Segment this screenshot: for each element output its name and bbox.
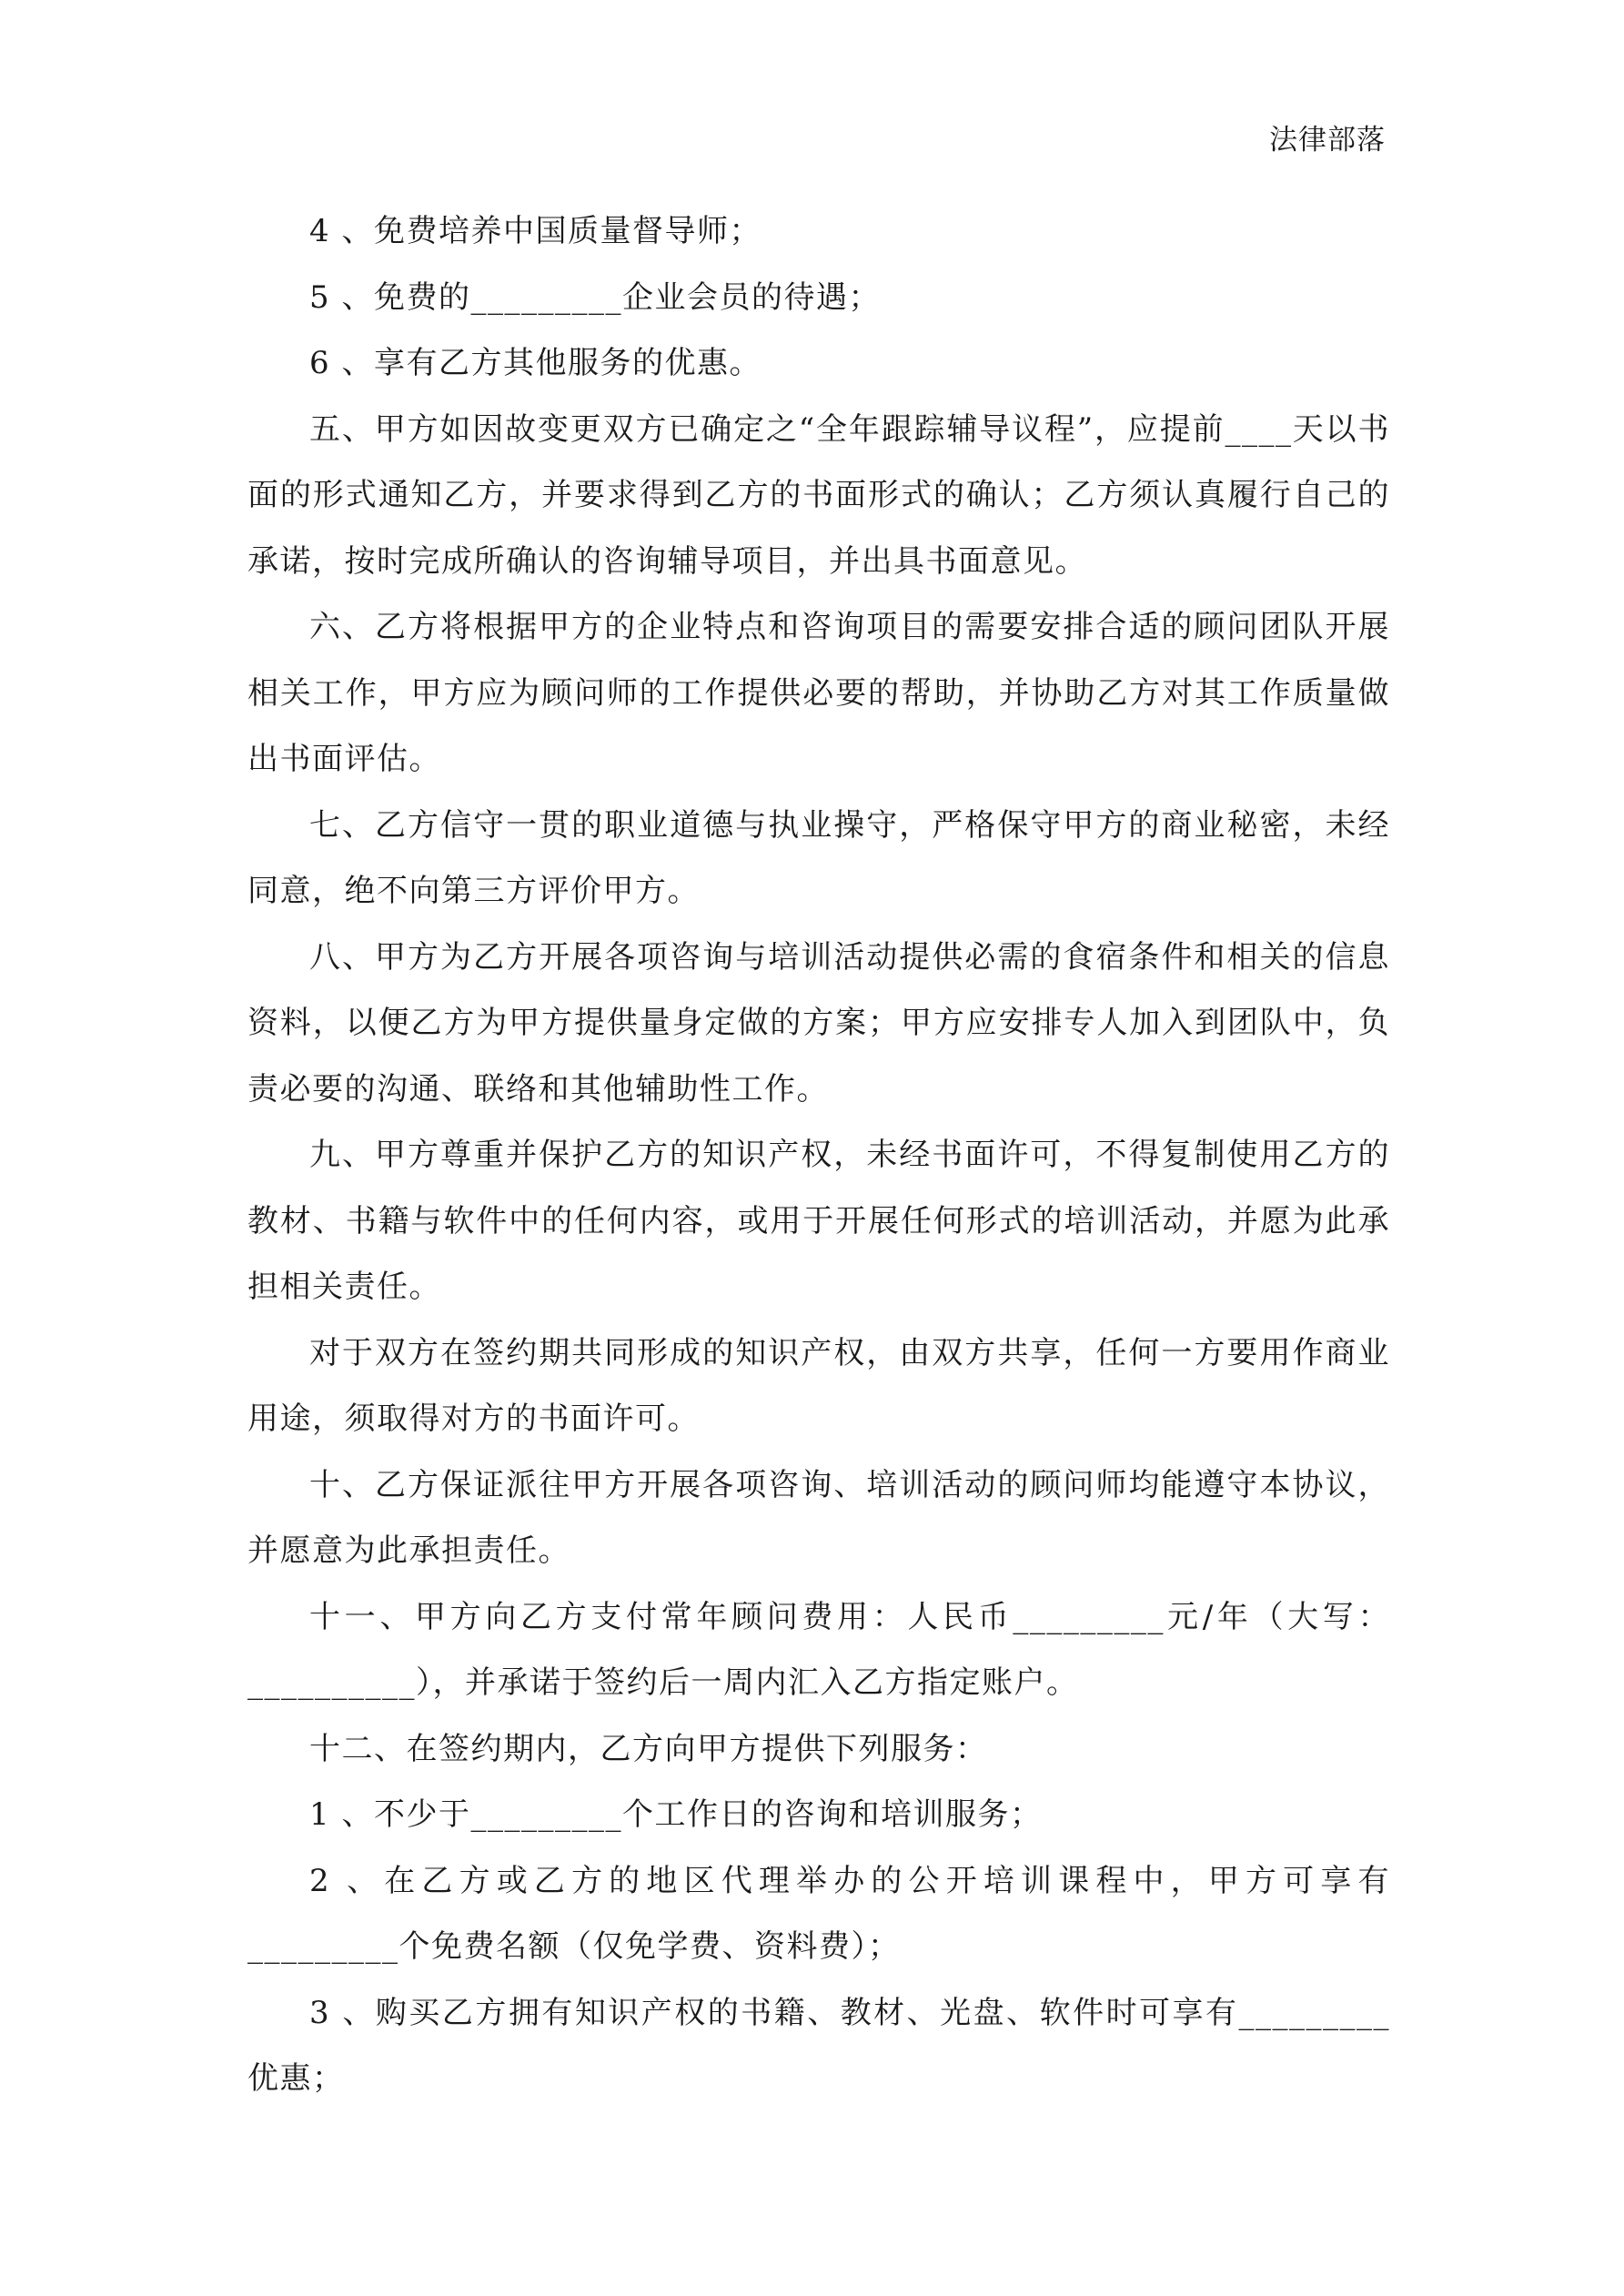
- paragraph-item-4: 4 、免费培养中国质量督导师；: [309, 213, 762, 249]
- paragraph-service-3: 3 、购买乙方拥有知识产权的书籍、教材、光盘、软件时可享有_________优惠；: [247, 1994, 1390, 2097]
- page-header: 法律部落: [1269, 124, 1386, 157]
- paragraph-clause-8: 八、甲方为乙方开展各项咨询与培训活动提供必需的食宿条件和相关的信息资料，以便乙方为甲方提供量身定做的方案；甲方应安排专人加入到团队中，负责必要的沟通、联络和其他辅助性工作。: [247, 938, 1390, 1108]
- paragraph-clause-12: 十二、在签约期内，乙方向甲方提供下列服务：: [309, 1730, 988, 1767]
- paragraph-clause-7: 七、乙方信守一贯的职业道德与执业操守，严格保守甲方的商业秘密，未经同意，绝不向第三方评价甲方。: [247, 806, 1390, 909]
- paragraph-item-5: 5 、免费的_________企业会员的待遇；: [309, 278, 881, 316]
- paragraph-clause-6: 六、乙方将根据甲方的企业特点和咨询项目的需要安排合适的顾问团队开展相关工作，甲方应为顾问师的工作提供必要的帮助，并协助乙方对其工作质量做出书面评估。: [247, 609, 1390, 777]
- document-body: [247, 198, 1390, 2112]
- paragraph-clause-10: 十、乙方保证派往甲方开展各项咨询、培训活动的顾问师均能遵守本协议，并愿意为此承担责任。: [247, 1466, 1390, 1569]
- paragraph-clause-5: 五、甲方如因故变更双方已确定之“全年跟踪辅导议程”，应提前____天以书面的形式通知乙方，并要求得到乙方的书面形式的确认；乙方须认真履行自己的承诺，按时完成所确认的咨询辅导项目，并出具书面意见。: [247, 410, 1390, 580]
- paragraph-ip-sharing: 对于双方在签约期共同形成的知识产权，由双方共享，任何一方要用作商业用途，须取得对方的书面许可。: [247, 1334, 1390, 1437]
- paragraph-item-6: 6 、享有乙方其他服务的优惠。: [309, 345, 762, 381]
- paragraph-service-1: 1 、不少于_________个工作日的咨询和培训服务；: [309, 1796, 1043, 1833]
- paragraph-service-2: 2 、在乙方或乙方的地区代理举办的公开培训课程中，甲方可享有_________个免费名额（仅免学费、资料费）；: [247, 1862, 1390, 1965]
- paragraph-clause-9: 九、甲方尊重并保护乙方的知识产权，未经书面许可，不得复制使用乙方的教材、书籍与软件中的任何内容，或用于开展任何形式的培训活动，并愿为此承担相关责任。: [247, 1137, 1390, 1305]
- paragraph-clause-11: 十一、甲方向乙方支付常年顾问费用：人民币_________元/年（大写：__________），并承诺于签约后一周内汇入乙方指定账户。: [247, 1598, 1390, 1701]
